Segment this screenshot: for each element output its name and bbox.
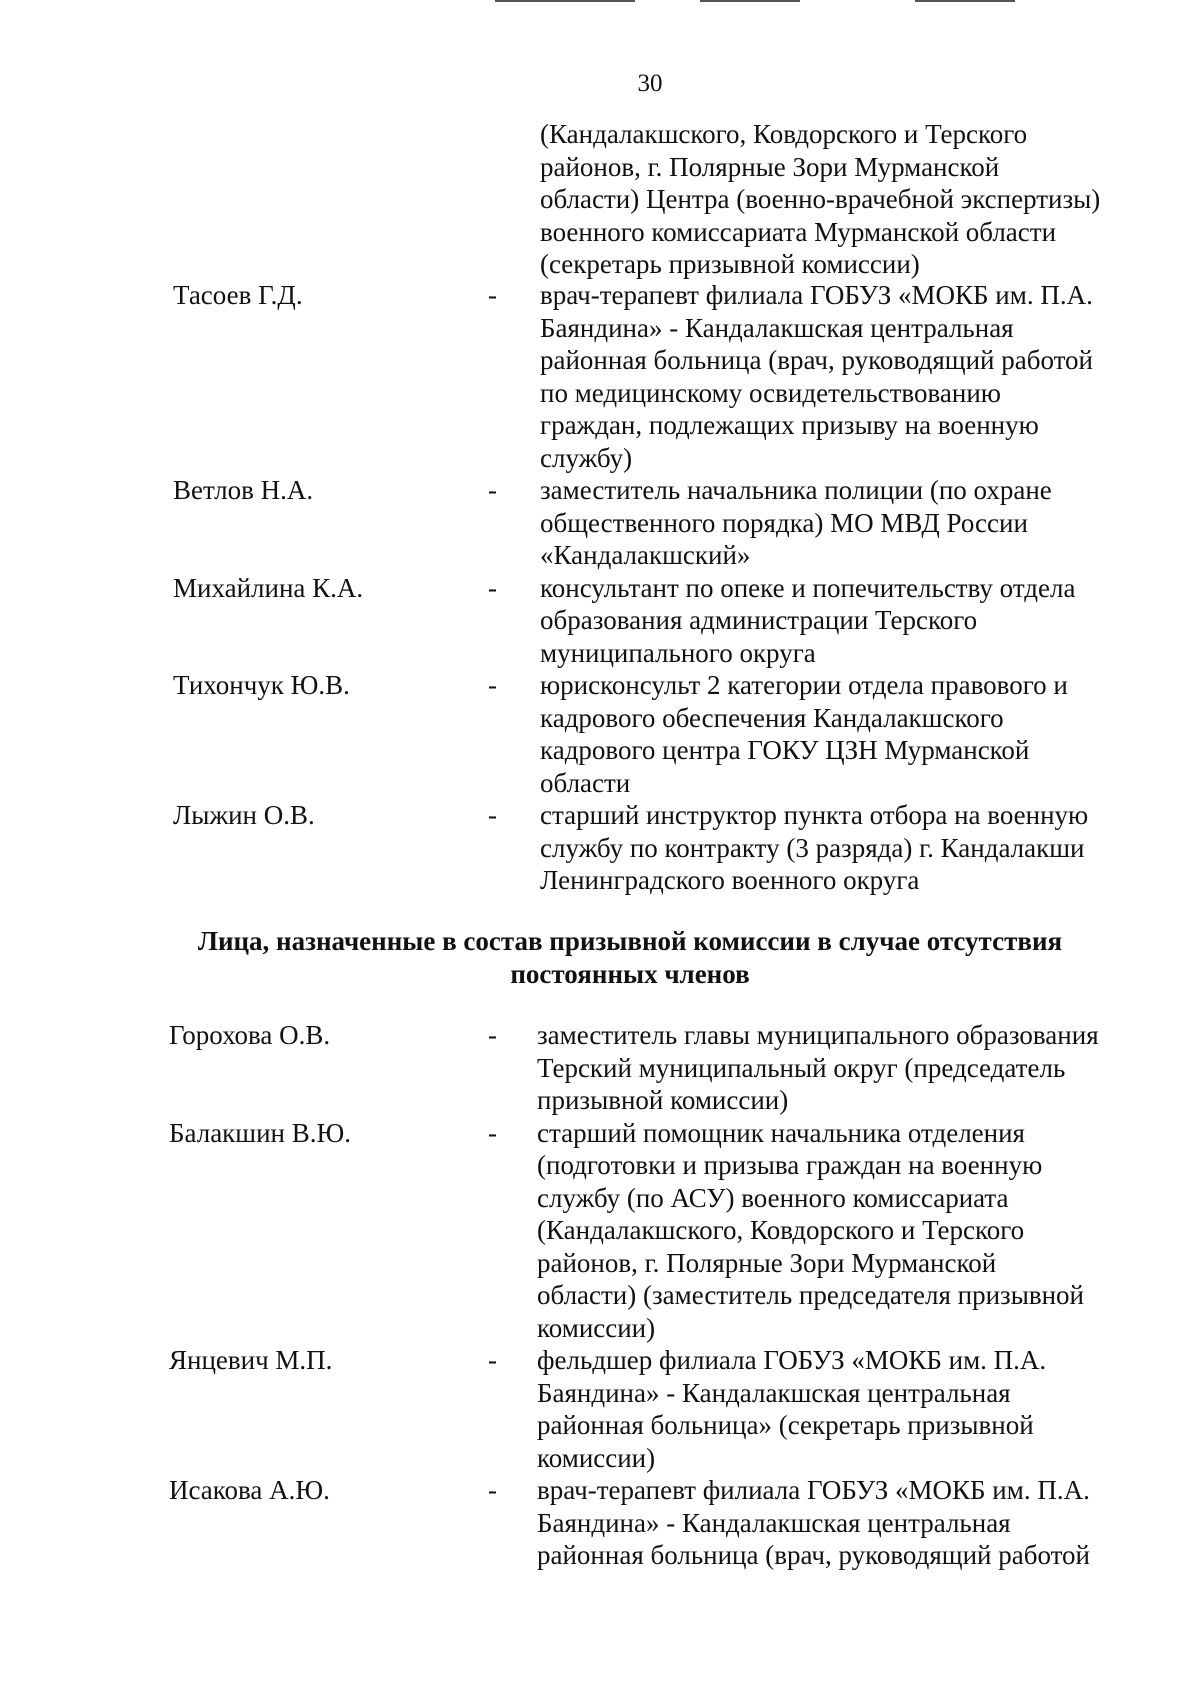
- member-name: Балакшин В.Ю.: [169, 1117, 351, 1148]
- member-entry: [0, 1117, 1200, 1345]
- member-role: врач-терапевт филиала ГОБУЗ «МОКБ им. П.А. Баяндина» - Кандалакшская центральная районная больница (врач, руководящий работой по медицинскому освидетельствованию граждан, подлежащих призыву на военную службу): [540, 280, 1093, 473]
- member-entry: [0, 1474, 1200, 1572]
- member-dash: -: [488, 572, 497, 603]
- member-entry: [0, 572, 1200, 670]
- member-list-primary: [0, 279, 1200, 897]
- member-role: юрисконсульт 2 категории отдела правового и кадрового обеспечения Кандалакшского кадрового центра ГОКУ ЦЗН Мурманской области: [540, 670, 1068, 798]
- member-name: Тасоев Г.Д.: [173, 280, 303, 310]
- member-list-reserve: [0, 1019, 1200, 1572]
- member-dash: -: [488, 1117, 497, 1148]
- member-role: заместитель начальника полиции (по охране общественного порядка) МО МВД России «Кандалакшский»: [540, 475, 1052, 570]
- scan-artifact-line: [915, 0, 1015, 2]
- member-name: Михайлина К.А.: [173, 572, 364, 603]
- member-entry: [0, 799, 1200, 897]
- member-name: Лыжин О.В.: [173, 800, 315, 830]
- member-entry: [0, 1019, 1200, 1117]
- member-entry: [0, 669, 1200, 799]
- member-role: врач-терапевт филиала ГОБУЗ «МОКБ им. П.А. Баяндина» - Кандалакшская центральная районная больница (врач, руководящий работой: [537, 1475, 1090, 1570]
- member-entry: [0, 1344, 1200, 1474]
- continuation-block: [0, 118, 1200, 281]
- member-dash: -: [488, 1345, 497, 1375]
- scan-artifact-line: [495, 0, 635, 2]
- continuation-text: (Кандалакшского, Ковдорского и Терского районов, г. Полярные Зори Мурманской области) Центра (военно-врачебной экспертизы) военного комиссариата Мурманской области (секретарь призывной комиссии): [540, 119, 1101, 279]
- member-role: заместитель главы муниципального образования Терский муниципальный округ (председатель призывной комиссии): [537, 1020, 1099, 1115]
- member-role: старший помощник начальника отделения (подготовки и призыва граждан на военную службу (по АСУ) военного комиссариата (Кандалакшского, Ковдорского и Терского районов, г. Полярные Зори Мурманской области) (заместитель председателя призывной комиссии): [537, 1117, 1084, 1343]
- member-name: Исакова А.Ю.: [169, 1475, 330, 1505]
- member-entry: [0, 474, 1200, 572]
- section-heading: Лица, назначенные в состав призывной комиссии в случае отсутствия постоянных членов: [197, 926, 1063, 989]
- member-dash: -: [488, 1475, 497, 1505]
- page-number: 30: [637, 70, 663, 97]
- member-role: консультант по опеке и попечительству отдела образования администрации Терского муниципального округа: [540, 572, 1076, 668]
- member-entry: [0, 279, 1200, 474]
- member-role: фельдшер филиала ГОБУЗ «МОКБ им. П.А. Баяндина» - Кандалакшская центральная районная больница» (секретарь призывной комиссии): [537, 1345, 1047, 1473]
- member-dash: -: [488, 670, 497, 700]
- member-name: Янцевич М.П.: [169, 1345, 333, 1375]
- member-role: старший инструктор пункта отбора на военную службу по контракту (3 разряда) г. Кандалакши Ленинградского военного округа: [540, 800, 1089, 895]
- scan-artifact-line: [700, 0, 800, 2]
- member-dash: -: [488, 800, 497, 830]
- member-dash: -: [488, 475, 497, 505]
- member-dash: -: [488, 1020, 497, 1050]
- member-dash: -: [488, 280, 497, 310]
- member-name: Ветлов Н.А.: [173, 475, 314, 505]
- member-name: Горохова О.В.: [169, 1020, 331, 1050]
- member-name: Тихончук Ю.В.: [173, 670, 350, 700]
